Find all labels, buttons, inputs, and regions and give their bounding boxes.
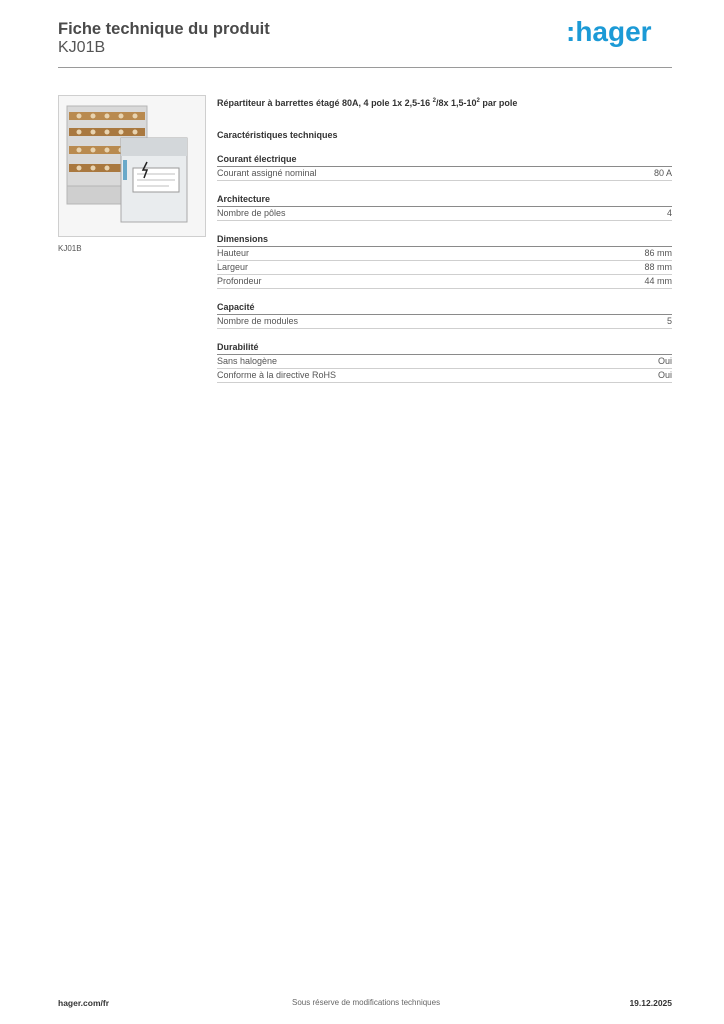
spec-group-title: Durabilité bbox=[217, 341, 672, 355]
spec-label: Courant assigné nominal bbox=[217, 168, 317, 178]
spec-label: Largeur bbox=[217, 262, 249, 272]
spec-row bbox=[217, 275, 672, 289]
spec-row bbox=[217, 207, 672, 221]
product-description: Répartiteur à barrettes étagé 80A, 4 pole 1x 2,5-16 $^2$/8x $1,5-10^2$ par pole bbox=[217, 98, 518, 108]
spec-value: Oui bbox=[657, 356, 672, 366]
header-divider bbox=[58, 67, 672, 68]
spec-value: 88 mm bbox=[644, 262, 672, 272]
spec-row bbox=[217, 369, 672, 383]
spec-row bbox=[217, 261, 672, 275]
characteristics-heading: Caractéristiques techniques bbox=[217, 130, 338, 140]
spec-group-title: Architecture bbox=[217, 193, 672, 207]
spec-row bbox=[217, 315, 672, 329]
spec-label: Nombre de modules bbox=[217, 316, 299, 326]
spec-group-durability bbox=[217, 341, 672, 383]
spec-group-architecture bbox=[217, 193, 672, 221]
hager-logo[interactable] bbox=[566, 14, 662, 50]
spec-label: Sans halogène bbox=[217, 356, 278, 366]
image-caption: KJ01B bbox=[58, 244, 82, 253]
spec-row bbox=[217, 167, 672, 181]
spec-value: 80 A bbox=[653, 168, 672, 178]
product-image bbox=[58, 95, 206, 237]
spec-label: Hauteur bbox=[217, 248, 250, 258]
svg-text::hager: :hager bbox=[566, 16, 652, 47]
spec-row bbox=[217, 247, 672, 261]
product-details bbox=[217, 95, 672, 383]
product-code: KJ01B bbox=[58, 39, 106, 56]
footer-date: 19.12.2025 bbox=[629, 998, 672, 1008]
spec-group-title: Courant électrique bbox=[217, 153, 672, 167]
spec-group-dimensions bbox=[217, 233, 672, 289]
footer-notice: Sous réserve de modifications techniques bbox=[292, 998, 441, 1007]
spec-value: 4 bbox=[666, 208, 672, 218]
spec-group-current bbox=[217, 153, 672, 181]
spec-value: 44 mm bbox=[644, 276, 672, 286]
spec-value: Oui bbox=[657, 370, 672, 380]
spec-row bbox=[217, 355, 672, 369]
spec-value: 86 mm bbox=[644, 248, 672, 258]
spec-value: 5 bbox=[666, 316, 672, 326]
spec-label: Conforme à la directive RoHS bbox=[217, 370, 337, 380]
product-photo-icon bbox=[59, 96, 205, 236]
spec-label: Nombre de pôles bbox=[217, 208, 286, 218]
spec-label: Profondeur bbox=[217, 276, 262, 286]
page-title: Fiche technique du produit bbox=[58, 20, 270, 38]
spec-group-title: Dimensions bbox=[217, 233, 672, 247]
spec-group-title: Capacité bbox=[217, 301, 672, 315]
spec-group-capacity bbox=[217, 301, 672, 329]
footer-website-link[interactable]: hager.com/fr bbox=[58, 998, 110, 1008]
